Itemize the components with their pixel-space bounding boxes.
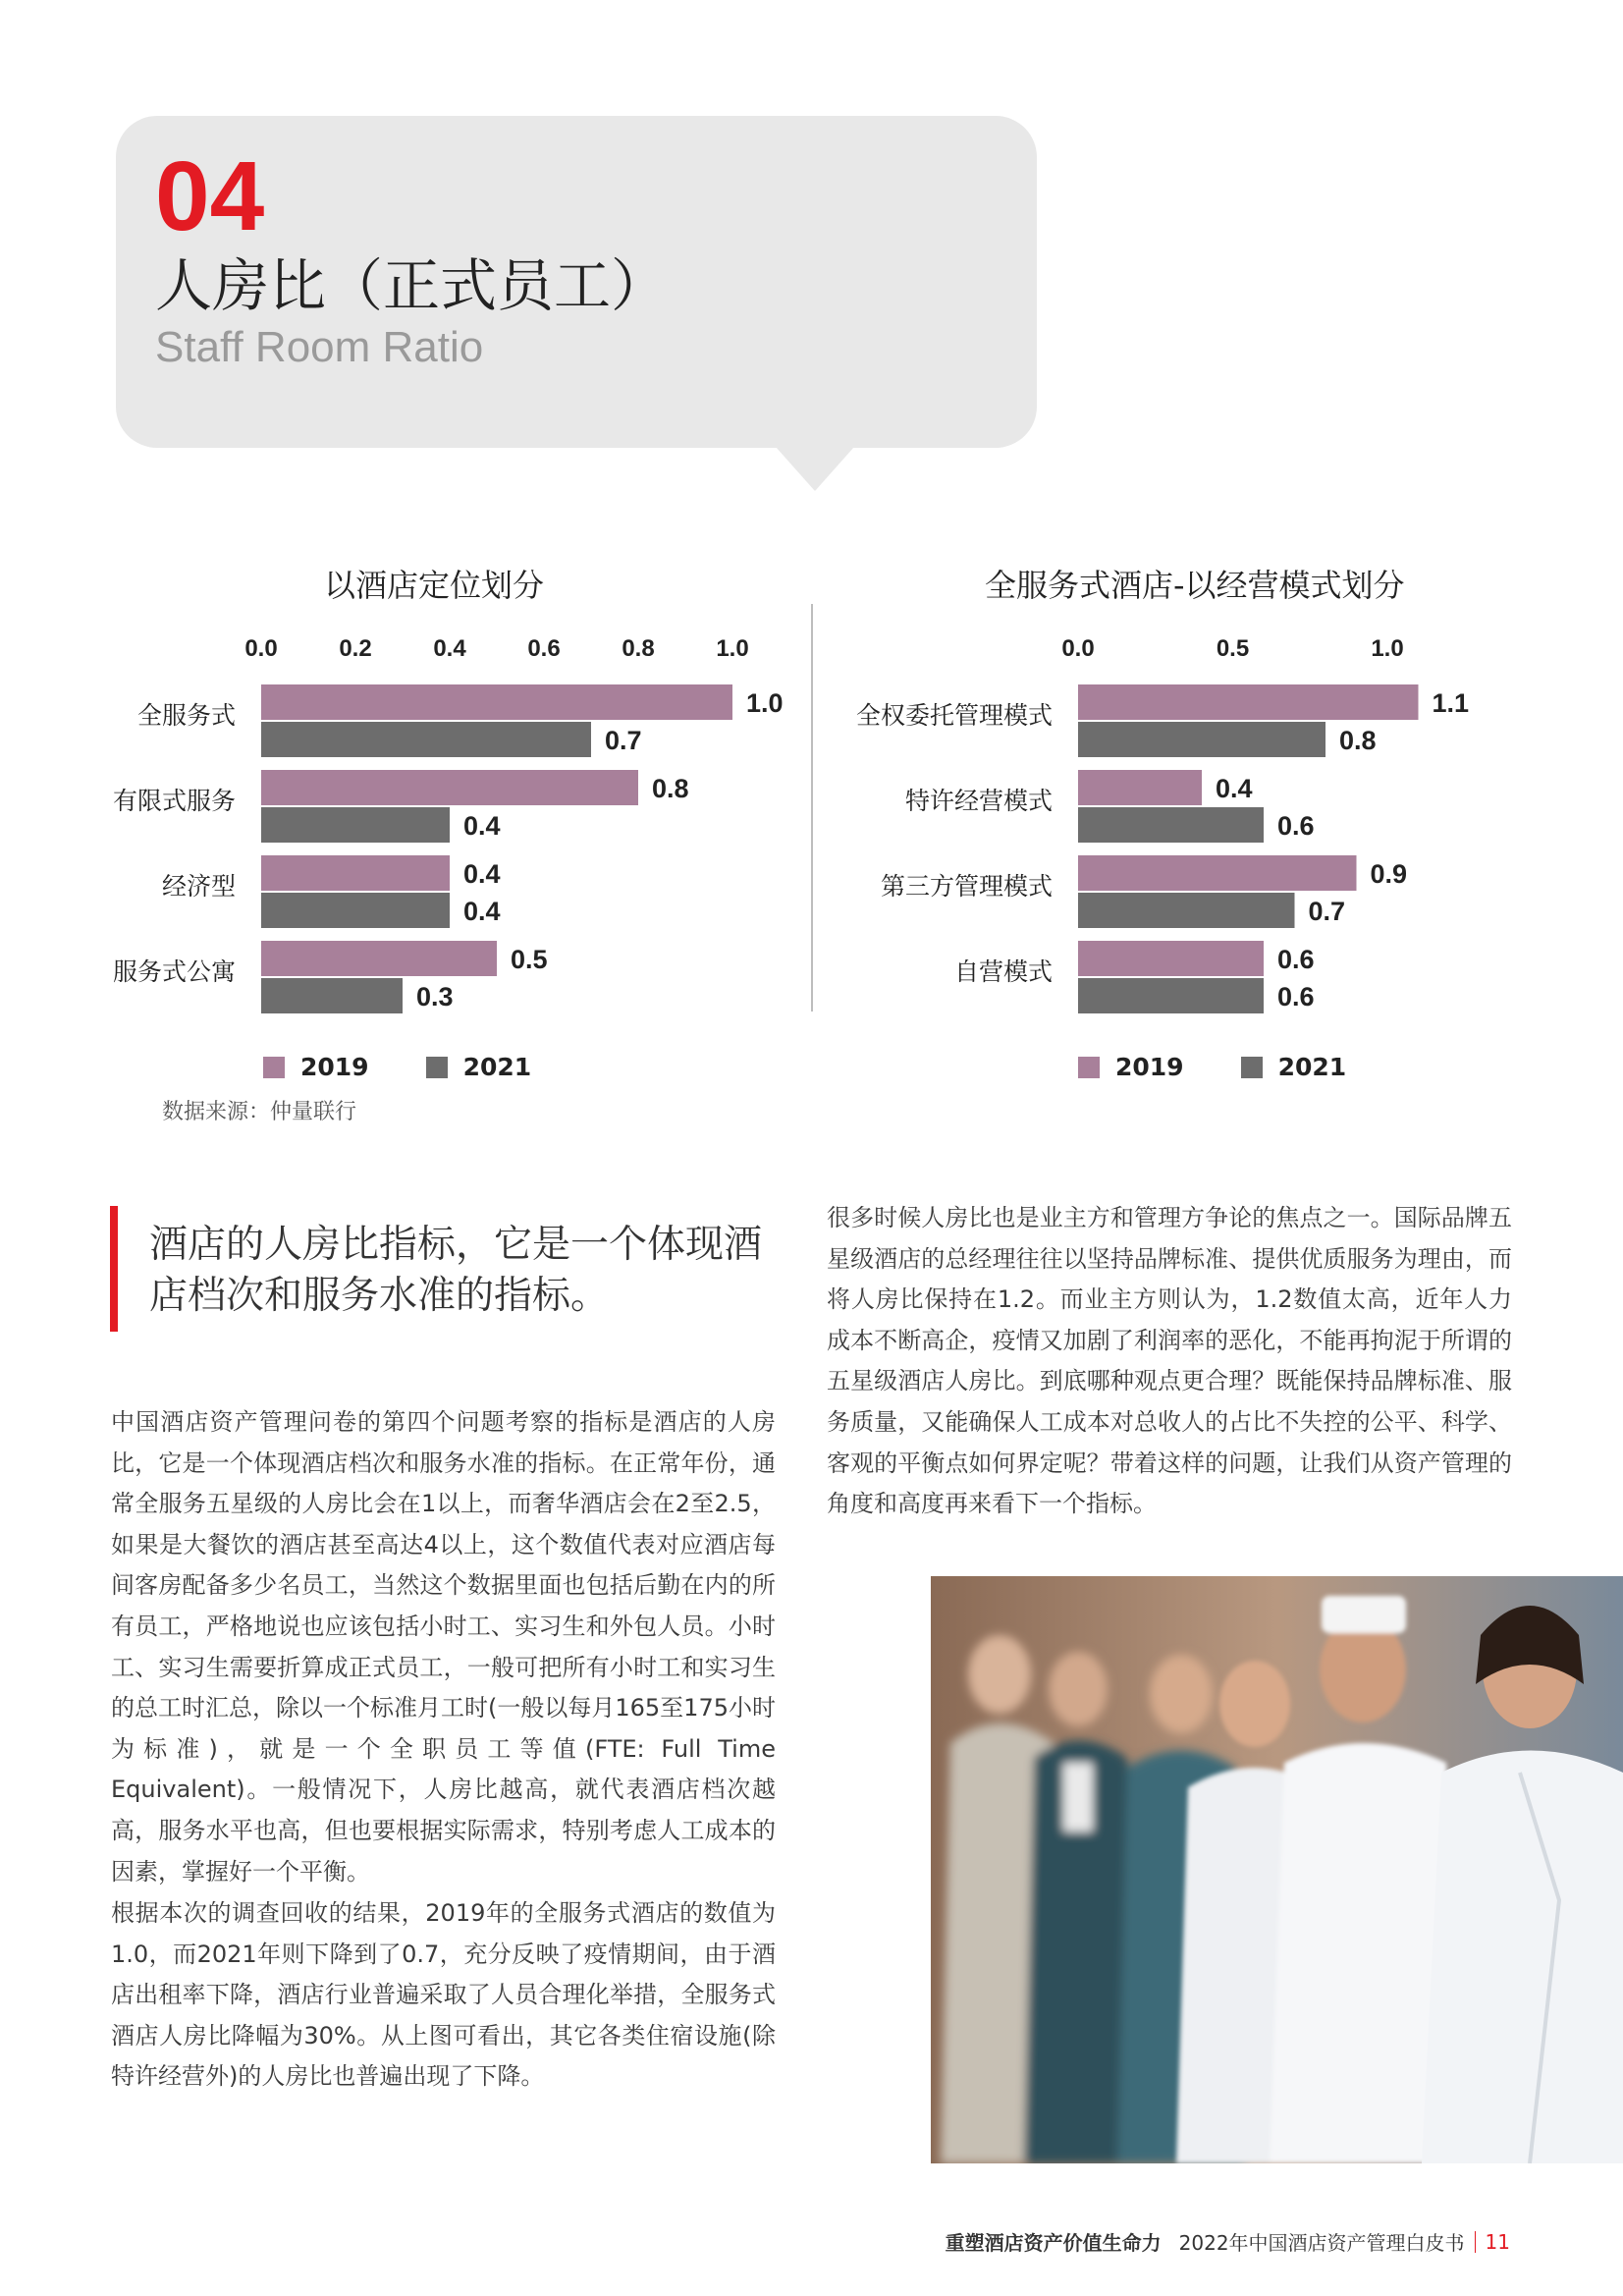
category-label: 全服务式 (136, 701, 236, 730)
category-label: 有限式服务 (112, 787, 236, 815)
bar-2021 (1078, 807, 1264, 843)
pull-quote: 酒店的人房比指标，它是一个体现酒店档次和服务水准的指标。 (149, 1223, 763, 1318)
page-subtitle-en: Staff Room Ratio (155, 323, 484, 371)
x-tick-label: 0.5 (1216, 635, 1250, 662)
bar-2021 (261, 807, 450, 843)
page-footer (946, 2227, 1510, 2256)
bar-2019 (1078, 684, 1419, 720)
bar-2019 (261, 684, 732, 720)
bar-2019 (1078, 855, 1357, 891)
bar-2019 (1078, 941, 1264, 976)
category-label: 全权委托管理模式 (855, 701, 1053, 730)
x-tick-label: 0.8 (622, 635, 655, 662)
legend-positioning (263, 1053, 588, 1081)
legend-item-2021 (1241, 1053, 1347, 1081)
legend-operating-mode (1078, 1053, 1403, 1081)
category-label: 经济型 (161, 872, 236, 901)
x-tick-label: 0.0 (1061, 635, 1095, 662)
legend-swatch-2021 (1241, 1057, 1263, 1078)
legend-label-2019: 2019 (1115, 1053, 1184, 1081)
data-label: 0.6 (1277, 811, 1315, 841)
data-label: 0.4 (463, 897, 501, 926)
data-label: 1.1 (1432, 688, 1470, 718)
quote-accent-bar (110, 1206, 118, 1332)
data-label: 0.6 (1277, 945, 1315, 974)
data-label: 0.5 (511, 945, 548, 974)
x-tick-label: 0.4 (433, 635, 466, 662)
data-label: 0.9 (1370, 859, 1408, 889)
legend-item-2019 (1078, 1053, 1184, 1081)
bar-2021 (261, 978, 403, 1013)
bar-2021 (1078, 893, 1295, 928)
footer-slogan: 重塑酒店资产价值生命力 (945, 2231, 1162, 2255)
legend-swatch-2019 (263, 1057, 285, 1078)
bar-2021 (261, 722, 591, 757)
staff-group-illustration (931, 1576, 1623, 2163)
data-label: 0.3 (416, 982, 454, 1011)
legend-swatch-2019 (1078, 1057, 1100, 1078)
body-paragraph-1: 中国酒店资产管理问卷的第四个问题考察的指标是酒店的人房比，它是一个体现酒店档次和服务水准的指标。在正常年份，通常全服务五星级的人房比会在1以上，而奢华酒店会在2至2.5，如果是大餐饮的酒店甚至高达4以上，这个数值代表对应酒店每间客房配备多少名员工，当然这个数据里面也包括后勤在内的所有员工，严格地说也应该包括小时工、实习生和外包人员。小时工、实习生需要折算成正式员工，一般可把所有小时工和实习生的总工时汇总，除以一个标准月工时(一般以每月165至175小时为标准)，就是一个全职员工等值(FTE: Full Time Equivalent)。一般情况下，人房比越高，就代表酒店档次越高，服务水平也高，但也要根据实际需求，特别考虑人工成本的因素，掌握好一个平衡。 (111, 1408, 776, 1886)
bar-2021 (261, 893, 450, 928)
page-title: 人房比（正式员工） (155, 252, 669, 319)
staff-group-photo (931, 1576, 1623, 2163)
data-label: 0.8 (1339, 726, 1377, 755)
bar-2021 (1078, 978, 1264, 1013)
x-tick-label: 0.0 (244, 635, 278, 662)
x-tick-label: 1.0 (716, 635, 749, 662)
data-label: 0.4 (463, 859, 501, 889)
bar-2019 (261, 941, 497, 976)
body-paragraph-right: 很多时候人房比也是业主方和管理方争论的焦点之一。国际品牌五星级酒店的总经理往往以坚持品牌标准、提供优质服务为理由，而将人房比保持在1.2。而业主方则认为，1.2数值太高，近年人力成本不断高企，疫情又加剧了利润率的恶化，不能再拘泥于所谓的五星级酒店人房比。到底哪种观点更合理？既能保持品牌标准、服务质量，又能确保人工成本对总收人的占比不失控的公平、科学、客观的平衡点如何界定呢？带着这样的问题，让我们从资产管理的角度和高度再来看下一个指标。 (827, 1204, 1512, 1518)
legend-label-2019: 2019 (300, 1053, 369, 1081)
legend-label-2021: 2021 (462, 1053, 532, 1081)
bar-2019 (1078, 770, 1202, 805)
bar-2019 (261, 855, 450, 891)
legend-swatch-2021 (426, 1057, 448, 1078)
x-tick-label: 1.0 (1371, 635, 1404, 662)
category-label: 第三方管理模式 (880, 872, 1053, 901)
data-label: 0.6 (1277, 982, 1315, 1011)
data-label: 0.4 (1216, 774, 1253, 803)
chart-by-positioning (0, 0, 811, 1041)
page-number: 11 (1485, 2229, 1510, 2254)
legend-label-2021: 2021 (1277, 1053, 1347, 1081)
category-label: 服务式公寓 (112, 957, 236, 986)
chart-title-positioning: 以酒店定位划分 (324, 567, 545, 604)
data-source-note: 数据来源：仲量联行 (162, 1100, 357, 1124)
body-paragraph-2: 根据本次的调查回收的结果，2019年的全服务式酒店的数值为1.0，而2021年则下降到了0.7，充分反映了疫情期间，由于酒店出租率下降，酒店行业普遍采取了人员合理化举措，全服务式酒店人房比降幅为30%。从上图可看出，其它各类住宿设施(除特许经营外)的人房比也普遍出现了下降。 (111, 1899, 776, 2091)
chart-title-operating-mode: 全服务式酒店-以经营模式划分 (985, 567, 1405, 604)
chart-by-operating-mode (811, 0, 1623, 1041)
footer-publication: 2022年中国酒店资产管理白皮书 (1178, 2231, 1465, 2255)
category-label: 自营模式 (953, 957, 1053, 986)
footer-separator (1475, 2231, 1476, 2253)
data-label: 0.7 (1308, 897, 1346, 926)
legend-item-2019 (263, 1053, 369, 1081)
category-label: 特许经营模式 (904, 787, 1053, 815)
section-number: 04 (155, 141, 265, 251)
data-label: 0.8 (652, 774, 689, 803)
data-label: 0.4 (463, 811, 501, 841)
bar-2019 (261, 770, 638, 805)
x-tick-label: 0.6 (527, 635, 561, 662)
data-label: 1.0 (746, 688, 784, 718)
legend-item-2021 (426, 1053, 532, 1081)
bar-2021 (1078, 722, 1325, 757)
x-tick-label: 0.2 (339, 635, 372, 662)
data-label: 0.7 (605, 726, 642, 755)
